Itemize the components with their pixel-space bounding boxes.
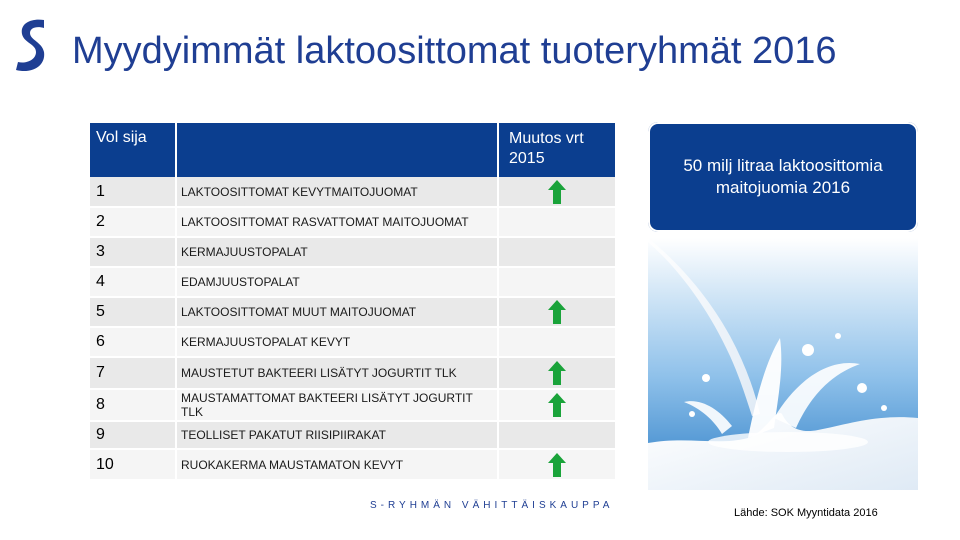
row-rank: 3 (90, 237, 176, 267)
row-rank: 10 (90, 449, 176, 479)
row-change (498, 207, 615, 237)
row-change (498, 297, 615, 327)
up-arrow-icon (548, 393, 566, 417)
row-change (498, 177, 615, 207)
header-rank: Vol sija (90, 123, 176, 177)
row-change (498, 237, 615, 267)
up-arrow-icon (548, 300, 566, 324)
table-row (90, 327, 615, 357)
row-change (498, 449, 615, 479)
row-product: KERMAJUUSTOPALAT KEVYT (176, 327, 498, 357)
row-product: LAKTOOSITTOMAT RASVATTOMAT MAITOJUOMAT (176, 207, 498, 237)
source-note: Lähde: SOK Myyntidata 2016 (734, 507, 878, 519)
volume-callout (648, 122, 918, 232)
row-product: LAKTOOSITTOMAT MUUT MAITOJUOMAT (176, 297, 498, 327)
row-rank: 6 (90, 327, 176, 357)
row-change (498, 357, 615, 389)
callout-text: 50 milj litraa laktoosittomia maitojuomia 2016 (683, 156, 883, 197)
row-product: KERMAJUUSTOPALAT (176, 237, 498, 267)
table-row (90, 207, 615, 237)
table-row (90, 267, 615, 297)
row-product: EDAMJUUSTOPALAT (176, 267, 498, 297)
row-change (498, 267, 615, 297)
page-title: Myydyimmät laktoosittomat tuoteryhmät 2016 (72, 30, 837, 72)
row-product: LAKTOOSITTOMAT KEVYTMAITOJUOMAT (176, 177, 498, 207)
up-arrow-icon (548, 361, 566, 385)
header-product (176, 123, 498, 177)
table-row (90, 237, 615, 267)
table-row (90, 389, 615, 421)
up-arrow-icon (548, 180, 566, 204)
table-header-row (90, 123, 615, 177)
row-product: MAUSTAMATTOMAT BAKTEERI LISÄTYT JOGURTIT TLK (176, 389, 498, 421)
table-row (90, 449, 615, 479)
table-row (90, 357, 615, 389)
table-row (90, 421, 615, 449)
row-rank: 9 (90, 421, 176, 449)
row-change (498, 389, 615, 421)
milk-splash-image (648, 238, 918, 490)
row-rank: 8 (90, 389, 176, 421)
footer-brand: S-RYHMÄN VÄHITTÄISKAUPPA (370, 500, 614, 511)
s-group-logo (14, 16, 50, 72)
row-change (498, 421, 615, 449)
row-rank: 1 (90, 177, 176, 207)
ranking-table (90, 123, 615, 479)
up-arrow-icon (548, 453, 566, 477)
row-rank: 2 (90, 207, 176, 237)
row-change (498, 327, 615, 357)
table-row (90, 297, 615, 327)
table-row (90, 177, 615, 207)
row-product: RUOKAKERMA MAUSTAMATON KEVYT (176, 449, 498, 479)
header-change: Muutos vrt 2015 (498, 123, 615, 177)
row-rank: 5 (90, 297, 176, 327)
row-rank: 4 (90, 267, 176, 297)
row-rank: 7 (90, 357, 176, 389)
row-product: TEOLLISET PAKATUT RIISIPIIRAKAT (176, 421, 498, 449)
row-product: MAUSTETUT BAKTEERI LISÄTYT JOGURTIT TLK (176, 357, 498, 389)
